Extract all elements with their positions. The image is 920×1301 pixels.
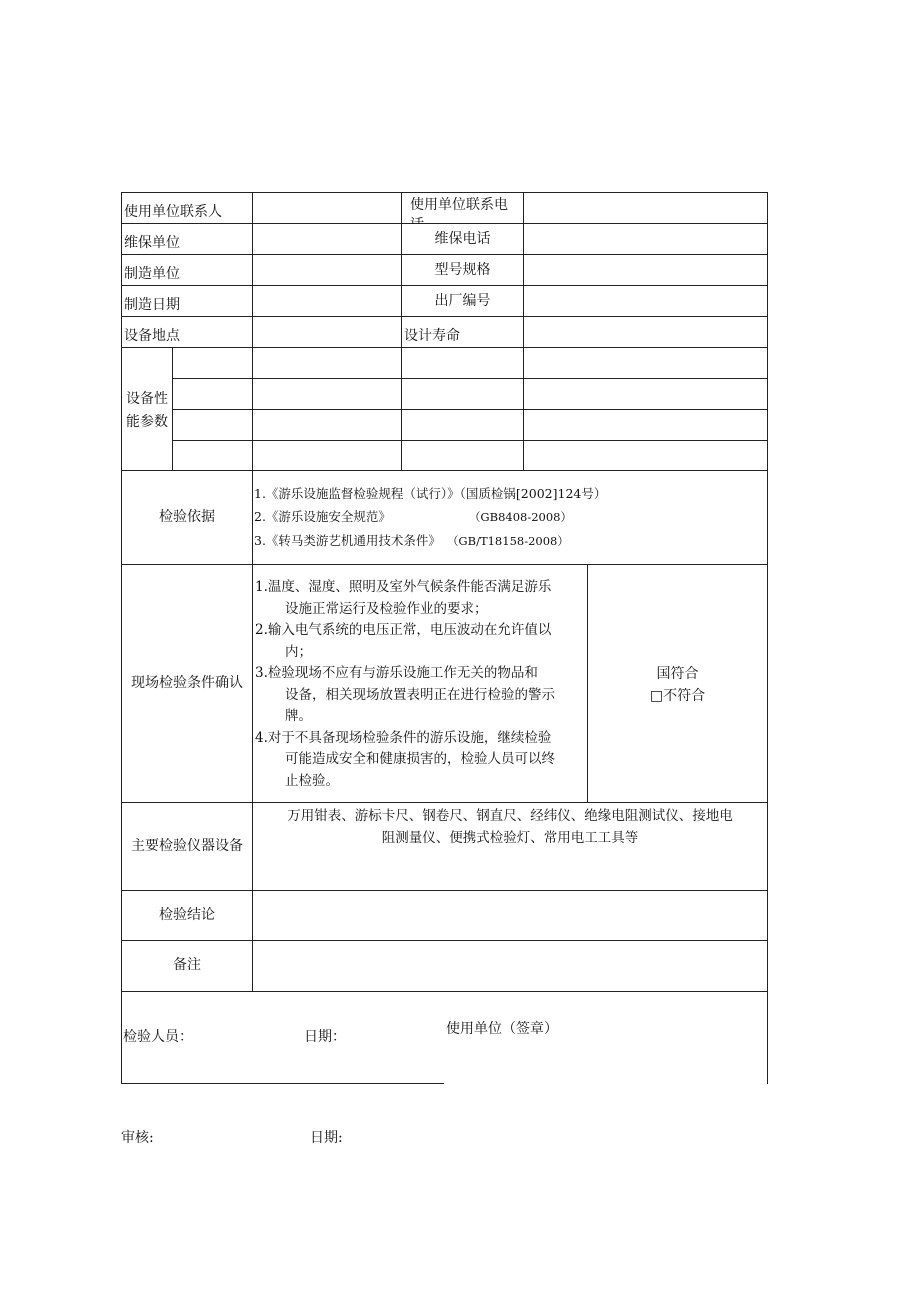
user-contact-value[interactable] <box>252 192 402 224</box>
serial-value[interactable] <box>523 285 768 317</box>
conditions-content <box>252 564 588 803</box>
condition-line: 设备，相关现场放置表明正在进行检验的警示 <box>285 686 555 703</box>
params-label-line2: 能参数 <box>126 414 168 430</box>
equipment-label <box>121 802 253 891</box>
location-label-text: 设备地点 <box>124 327 180 344</box>
param-cell[interactable] <box>401 347 524 379</box>
basis-content <box>252 470 768 565</box>
param-cell[interactable] <box>523 378 768 410</box>
design-life-label <box>401 316 524 348</box>
param-cell[interactable] <box>252 378 402 410</box>
conclusion-label <box>121 890 253 941</box>
location-label <box>121 316 253 348</box>
condition-num: 1. <box>255 579 268 595</box>
review-label: 审核: <box>121 1130 154 1146</box>
condition-item <box>255 663 555 685</box>
param-cell[interactable] <box>172 347 253 379</box>
nonconform-checkbox[interactable]: □不符合 <box>649 688 706 704</box>
model-label <box>401 254 524 286</box>
condition-num: 3. <box>255 665 268 681</box>
condition-line: 止检验。 <box>285 772 339 789</box>
unit-sign-cell <box>444 991 768 1084</box>
basis-label-text: 检验依据 <box>159 508 215 525</box>
condition-item <box>255 577 555 599</box>
maint-phone-value[interactable] <box>523 223 768 255</box>
params-label <box>121 347 173 471</box>
basis-item-std: （GB/T18158-2008） <box>446 534 569 548</box>
maint-phone-label-text: 维保电话 <box>434 231 491 248</box>
conformity-cell <box>587 564 768 803</box>
maint-phone-label <box>401 223 524 255</box>
condition-num: 2. <box>255 622 268 638</box>
param-cell[interactable] <box>523 347 768 379</box>
conditions-label <box>121 564 253 803</box>
conclusion-value[interactable] <box>252 890 768 941</box>
manufacturer-label <box>121 254 253 286</box>
param-cell[interactable] <box>172 378 253 410</box>
remarks-label-text: 备注 <box>173 957 201 974</box>
user-contact-label-text: 使用单位联系人 <box>124 203 222 220</box>
inspector-sign-cell <box>121 991 445 1084</box>
basis-item-text: 2.《游乐设施安全规范》 <box>254 509 391 524</box>
serial-label-text: 出厂编号 <box>434 293 491 310</box>
condition-line: 牌。 <box>285 708 312 724</box>
param-cell[interactable] <box>252 347 402 379</box>
basis-item-std: （GB8408-2008） <box>468 510 572 524</box>
param-cell[interactable] <box>401 440 524 471</box>
basis-item <box>254 529 606 553</box>
param-cell[interactable] <box>172 440 253 471</box>
manufacturer-value[interactable] <box>252 254 402 286</box>
model-label-text: 型号规格 <box>434 262 491 279</box>
condition-line: 内； <box>285 643 312 660</box>
maint-unit-value[interactable] <box>252 223 402 255</box>
user-contact-label <box>121 192 253 224</box>
remarks-value[interactable] <box>252 940 768 992</box>
condition-line: 温度、湿度、照明及室外气候条件能否满足游乐 <box>267 579 552 595</box>
inspector-label: 检验人员： <box>123 1029 193 1045</box>
params-label-line1: 设备性 <box>126 391 168 407</box>
mfg-date-value[interactable] <box>252 285 402 317</box>
condition-line: 设施正常运行及检验作业的要求； <box>285 600 488 617</box>
basis-item <box>254 505 606 529</box>
condition-num: 4. <box>255 729 268 746</box>
basis-item-text: 3.《转马类游艺机通用技术条件》 <box>254 533 441 548</box>
user-phone-value[interactable] <box>523 192 768 224</box>
serial-label <box>401 285 524 317</box>
param-cell[interactable] <box>401 378 524 410</box>
maint-unit-label <box>121 223 253 255</box>
condition-item <box>255 620 555 642</box>
manufacturer-label-text: 制造单位 <box>124 265 180 282</box>
param-cell[interactable] <box>252 440 402 471</box>
param-cell[interactable] <box>252 409 402 441</box>
conform-checkbox[interactable]: 国符合 <box>656 666 699 682</box>
review-date-label: 日期: <box>310 1130 343 1146</box>
param-cell[interactable] <box>401 409 524 441</box>
basis-item-text: 1.《游乐设施监督检验规程（试行）》（国质检锅[2002]124号） <box>254 486 607 501</box>
condition-line: 检验现场不应有与游乐设施工作无关的物品和 <box>267 665 538 681</box>
mfg-date-label <box>121 285 253 317</box>
basis-label <box>121 470 253 565</box>
model-value[interactable] <box>523 254 768 286</box>
design-life-value[interactable] <box>523 316 768 348</box>
condition-line: 输入电气系统的电压正常，电压波动在允许值以 <box>267 622 552 638</box>
unit-sign-label: 使用单位（签章） <box>446 1021 558 1037</box>
equipment-line: 阻测量仪、便携式检验灯、常用电工工具等 <box>381 830 639 846</box>
conditions-label-text: 现场检验条件确认 <box>131 674 243 691</box>
design-life-label-text: 设计寿命 <box>404 327 460 344</box>
param-cell[interactable] <box>523 409 768 441</box>
condition-line: 可能造成安全和健康损害的，检验人员可以终 <box>285 751 555 767</box>
remarks-label <box>121 940 253 992</box>
condition-item <box>255 728 555 750</box>
condition-line: 对于不具备现场检验条件的游乐设施，继续检验 <box>267 729 552 746</box>
maint-unit-label-text: 维保单位 <box>124 234 180 251</box>
param-cell[interactable] <box>523 440 768 471</box>
conclusion-label-text: 检验结论 <box>159 906 215 923</box>
equipment-label-text: 主要检验仪器设备 <box>131 837 243 854</box>
equipment-line: 万用钳表、游标卡尺、钢卷尺、钢直尺、经纬仪、绝缘电阻测试仪、接地电 <box>287 808 733 824</box>
basis-item <box>254 482 606 505</box>
inspect-date-label: 日期： <box>304 1029 346 1045</box>
param-cell[interactable] <box>172 409 253 441</box>
user-phone-label <box>401 192 524 224</box>
mfg-date-label-text: 制造日期 <box>124 296 180 313</box>
user-phone-label-text: 使用单位联系电 <box>410 197 508 213</box>
equipment-content <box>252 802 768 891</box>
location-value[interactable] <box>252 316 402 348</box>
